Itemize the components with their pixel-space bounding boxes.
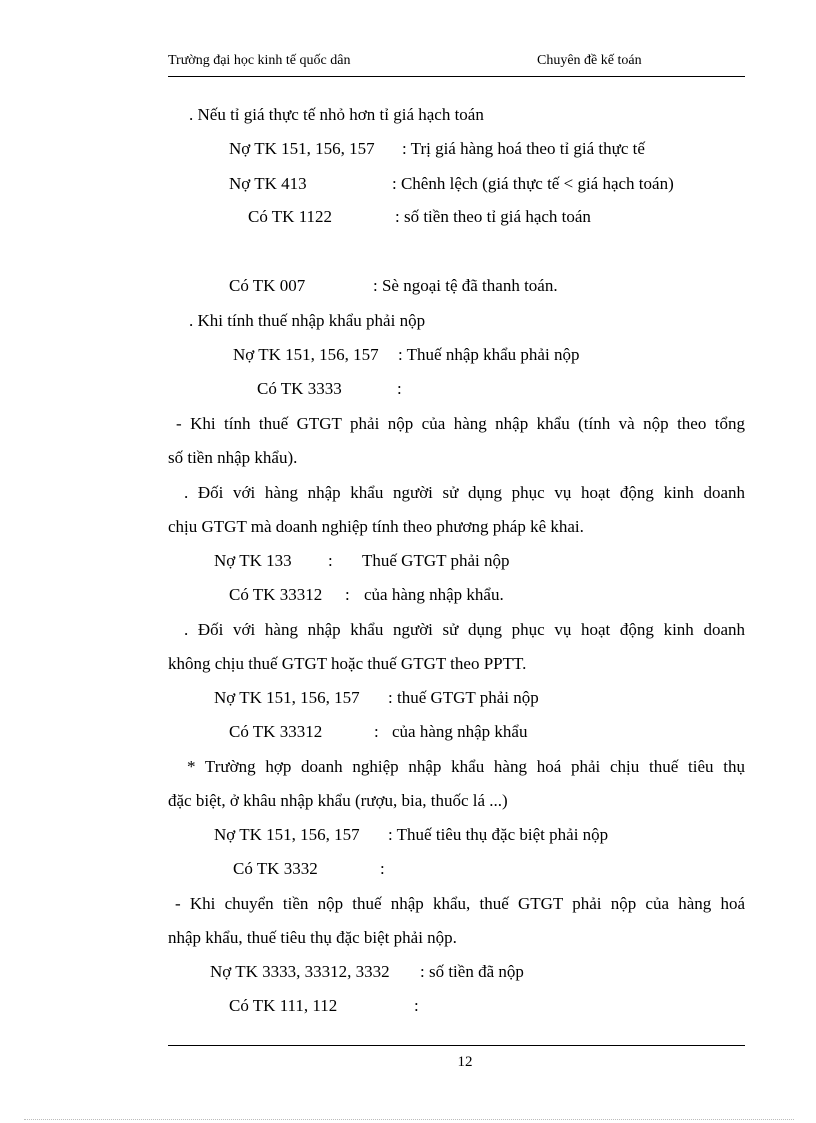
credit-account: Có TK 33312 (229, 585, 323, 604)
paragraph-line: . Đối với hàng nhập khẩu người sử dụng phục vụ hoạt động kinh doanh (184, 483, 745, 502)
header-school-name: Trường đại học kinh tế quốc dân (168, 53, 351, 68)
entry-description: : Sè ngoại tệ đã thanh toán. (373, 276, 558, 295)
debit-account: Nợ TK 151, 156, 157 (233, 345, 379, 364)
entry-colon: : (397, 379, 402, 398)
header-document-title: Chuyên đề kế toán (537, 53, 642, 68)
header-rule (168, 76, 745, 77)
text-line: . Nếu tỉ giá thực tế nhỏ hơn tỉ giá hạch toán (189, 105, 484, 124)
paragraph-line: nhập khẩu, thuế tiêu thụ đặc biệt phải nộp. (168, 928, 457, 947)
credit-account: Có TK 33312 (229, 722, 323, 741)
entry-colon: : (414, 996, 419, 1015)
entry-colon: : (380, 859, 385, 878)
credit-account: Có TK 007 (229, 276, 306, 295)
debit-account: Nợ TK 151, 156, 157 (229, 139, 375, 158)
debit-account: Nợ TK 133 (214, 551, 292, 570)
paragraph-line: đặc biệt, ở khâu nhập khẩu (rượu, bia, thuốc lá ...) (168, 791, 508, 810)
paragraph-line: không chịu thuế GTGT hoặc thuế GTGT theo PPTT. (168, 654, 527, 673)
entry-colon: : (345, 585, 350, 604)
paragraph-line: - Khi chuyển tiền nộp thuế nhập khẩu, thuế GTGT phải nộp của hàng hoá (175, 894, 745, 913)
entry-colon: : (328, 551, 333, 570)
paragraph-line: số tiền nhập khẩu). (168, 448, 298, 467)
paragraph-line: - Khi tính thuế GTGT phải nộp của hàng nhập khẩu (tính và nộp theo tổng (176, 414, 745, 433)
credit-account: Có TK 3333 (257, 379, 342, 398)
page-number: 12 (457, 1054, 473, 1070)
entry-description: của hàng nhập khẩu. (364, 585, 504, 604)
credit-account: Có TK 111, 112 (229, 996, 338, 1015)
debit-account: Nợ TK 413 (229, 174, 307, 193)
paragraph-line: . Đối với hàng nhập khẩu người sử dụng phục vụ hoạt động kinh doanh (184, 620, 745, 639)
entry-description: của hàng nhập khẩu (392, 722, 528, 741)
footer-rule (168, 1045, 745, 1046)
entry-description: : Trị giá hàng hoá theo tỉ giá thực tế (402, 139, 645, 158)
entry-colon: : (374, 722, 379, 741)
entry-description: : số tiền đã nộp (420, 962, 524, 981)
debit-account: Nợ TK 151, 156, 157 (214, 688, 360, 707)
debit-account: Nợ TK 3333, 33312, 3332 (210, 962, 390, 981)
entry-description: Thuế GTGT phải nộp (362, 551, 510, 570)
entry-description: : Chênh lệch (giá thực tế < giá hạch toán) (392, 174, 674, 193)
credit-account: Có TK 3332 (233, 859, 318, 878)
debit-account: Nợ TK 151, 156, 157 (214, 825, 360, 844)
entry-description: : thuế GTGT phải nộp (388, 688, 539, 707)
entry-description: : Thuế nhập khẩu phải nộp (398, 345, 580, 364)
paragraph-line: * Trường hợp doanh nghiệp nhập khẩu hàng hoá phải chịu thuế tiêu thụ (187, 757, 745, 776)
entry-description: : số tiền theo tỉ giá hạch toán (395, 207, 591, 226)
page-boundary (24, 1119, 794, 1120)
text-line: . Khi tính thuế nhập khẩu phải nộp (189, 311, 426, 330)
credit-account: Có TK 1122 (248, 207, 333, 226)
entry-description: : Thuế tiêu thụ đặc biệt phải nộp (388, 825, 609, 844)
paragraph-line: chịu GTGT mà doanh nghiệp tính theo phương pháp kê khai. (168, 517, 584, 536)
